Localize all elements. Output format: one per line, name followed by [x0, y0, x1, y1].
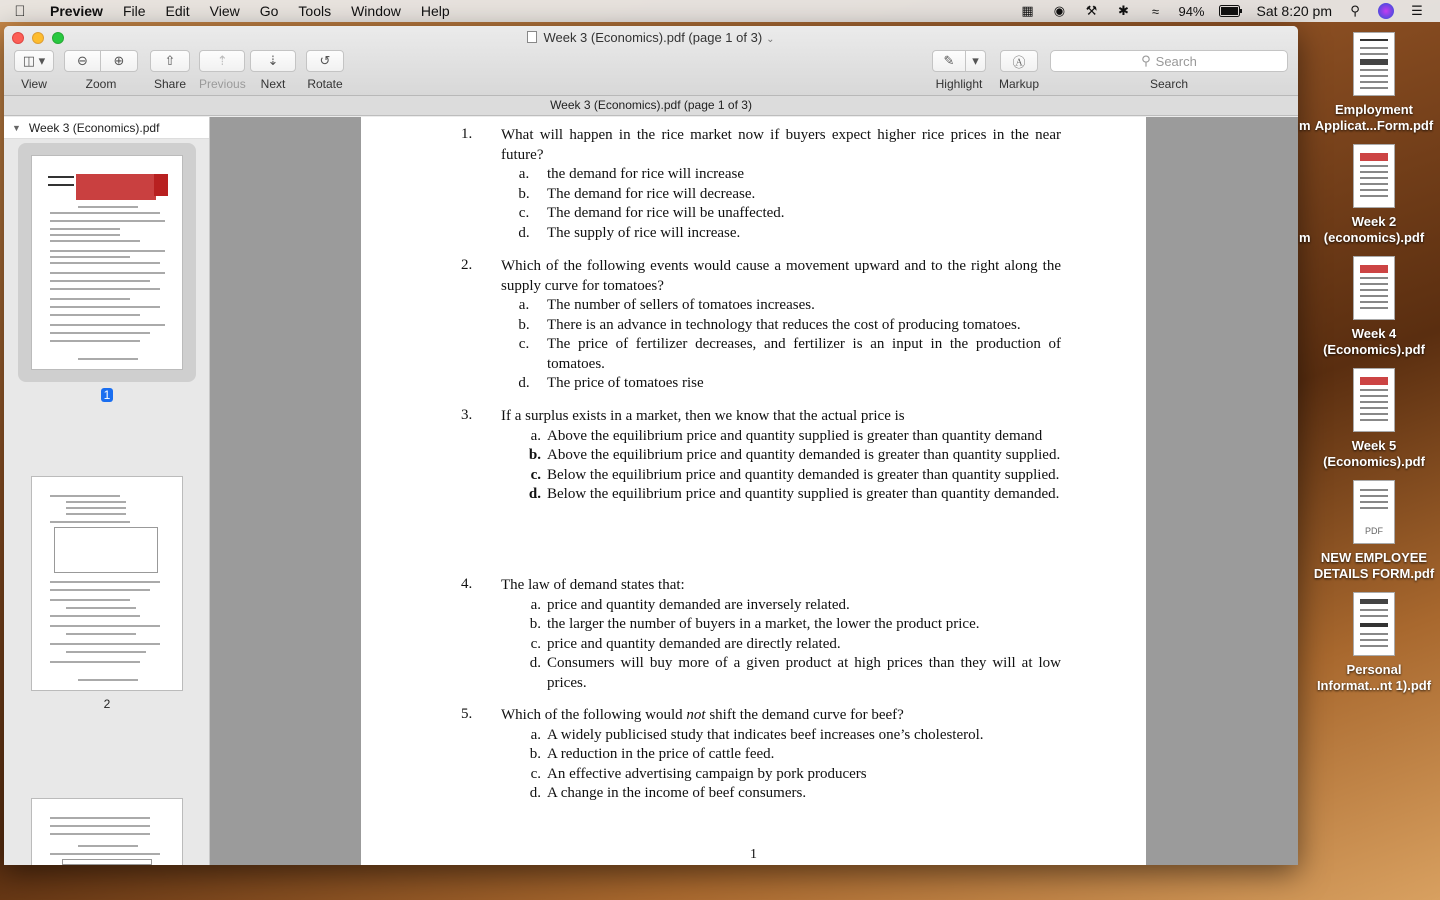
previous-label: Previous [199, 77, 246, 91]
zoom-control[interactable] [64, 50, 138, 91]
title-bar [4, 26, 1298, 96]
desktop-file-label-line1: Week 4 [1351, 326, 1397, 341]
menu-help[interactable]: Help [420, 3, 450, 19]
window-title-text: Week 3 (Economics).pdf (page 1 of 3) [543, 30, 763, 45]
desktop-file-label-line2: Applicat...Form.pdf [1314, 118, 1434, 133]
option: d. The price of tomatoes rise [518, 375, 704, 391]
sidebar-document-header[interactable] [4, 117, 209, 139]
desktop-file-new-employee-details[interactable] [1310, 480, 1438, 582]
question-5: 5. Which of the following would not shift the demand curve for beef? a. A widely publicised study that indicates beef increases one’s cholesterol. b. A reduction in the price of cattle feed. c. An effective advertising campaign by pork producers d. A change in the income of beef consumers. [461, 706, 1061, 804]
highlight-pen-icon[interactable]: ✎ [932, 50, 966, 72]
option: a. The number of sellers of tomatoes increases. [518, 297, 815, 313]
menu-file[interactable]: File [122, 3, 146, 19]
option: c. Below the equilibrium price and quantity demanded is greater than quantity supplied. [530, 466, 1060, 483]
option: b. The demand for rice will decrease. [518, 185, 756, 202]
desktop-label-fragment: m [1299, 230, 1311, 245]
desktop-file-label-line1: NEW EMPLOYEE [1320, 550, 1428, 565]
highlight-control[interactable] [932, 50, 986, 91]
status-app-icon[interactable]: ▦ [1021, 3, 1034, 18]
next-label: Next [260, 77, 286, 91]
battery-icon[interactable] [1219, 3, 1243, 19]
thumbnail-page-2[interactable] [18, 476, 196, 711]
desktop-file-label-line2: (Economics).pdf [1323, 342, 1425, 357]
desktop-file-label-line2: DETAILS FORM.pdf [1313, 566, 1435, 581]
option: a. the demand for rice will increase [518, 166, 744, 182]
zoom-in-icon[interactable]: ⊕ [101, 50, 138, 72]
option: b. the larger the number of buyers in a market, the lower the product price. [529, 616, 980, 632]
pdf-document-icon [1353, 480, 1395, 544]
clock[interactable]: Sat 8:20 pm [1256, 3, 1332, 19]
question-1: 1. What will happen in the rice market now if buyers expect higher rice prices in the near future? a. the demand for rice will increase b. The demand for rice will decrease. c. The demand for rice will be unaffected. d. The supply of rice will increase. [461, 126, 1061, 243]
page-1-number-badge: 1 [18, 388, 196, 402]
option: b. A reduction in the price of cattle feed. [529, 746, 775, 762]
page-3-thumbnail-image [31, 798, 183, 865]
previous-page-icon[interactable]: ⇡ [199, 50, 245, 72]
markup-label: Markup [999, 77, 1040, 91]
document-view[interactable] [210, 117, 1298, 865]
zoom-out-icon[interactable]: ⊖ [64, 50, 101, 72]
pdf-document-icon [1353, 368, 1395, 432]
share-button[interactable] [150, 50, 190, 91]
menu-bar [0, 0, 1440, 22]
notification-center-icon[interactable]: ☰ [1411, 3, 1423, 18]
page-footer-number: 1 [750, 847, 757, 862]
option: a. Above the equilibrium price and quantity supplied is greater than quantity demand [530, 427, 1043, 444]
question-2-stem: Which of the following events would cause a movement upward and to the right along the supply curve for tomatoes? [501, 258, 1061, 294]
option: a. price and quantity demanded are inversely related. [530, 596, 850, 613]
highlight-options-chevron-icon[interactable]: ▾ [966, 50, 986, 72]
question-4-stem: The law of demand states that: [501, 577, 685, 593]
option: b. Above the equilibrium price and quantity demanded is greater than quantity supplied. [528, 447, 1061, 463]
search-label: Search [1149, 77, 1189, 91]
pdf-document-icon [1353, 256, 1395, 320]
document-icon [527, 31, 537, 43]
menu-view[interactable]: View [209, 3, 240, 19]
desktop-file-label-line2: Informat...nt 1).pdf [1316, 678, 1432, 693]
view-label: View [21, 77, 47, 91]
option: b. There is an advance in technology that reduces the cost of producing tomatoes. [518, 316, 1021, 333]
airplay-icon[interactable]: ◉ [1053, 3, 1066, 18]
sidebar-view-icon[interactable]: ◫ ▾ [14, 50, 54, 72]
desktop-file-label-line2: (Economics).pdf [1323, 454, 1425, 469]
previous-button[interactable] [199, 50, 246, 91]
desktop-file-label-line1: Week 2 [1351, 214, 1397, 229]
wifi-icon[interactable]: ≈ [1151, 3, 1160, 19]
desktop-file-label-line1: Week 5 [1351, 438, 1397, 453]
desktop-file-week-5[interactable] [1310, 368, 1438, 470]
rotate-label: Rotate [307, 77, 343, 91]
desktop-file-personal-information[interactable] [1310, 592, 1438, 694]
zoom-label: Zoom [85, 77, 117, 91]
question-2: 2. Which of the following events would cause a movement upward and to the right along the supply curve for tomatoes? a. The number of sellers of tomatoes increases. b. There is an advance in technology that reduces the cost of producing tomatoes. c. The price of fertilizer decreases, and fertilizer is an input in the production of tomatoes. d. The price of tomatoes rise [461, 257, 1061, 394]
option: a. A widely publicised study that indicates beef increases one’s cholesterol. [530, 726, 984, 743]
menu-app-name[interactable]: Preview [50, 3, 103, 19]
pdf-document-icon [1353, 32, 1395, 96]
spotlight-search-icon[interactable]: ⚲ [1350, 3, 1360, 18]
desktop-file-label-line1: Personal [1346, 662, 1402, 677]
desktop-file-week-2[interactable] [1310, 144, 1438, 246]
search-placeholder: Search [1155, 53, 1197, 69]
search-icon: ⚲ [1141, 53, 1151, 68]
share-label: Share [153, 77, 187, 91]
option: d. Below the equilibrium price and quantity supplied is greater than quantity demanded. [528, 486, 1060, 502]
question-3: 3. If a surplus exists in a market, then we know that the actual price is a. Above the equilibrium price and quantity supplied is greater than quantity demand b. Above the equilibrium price and quantity demanded is greater than quantity supplied. c. Below the equilibrium price and quantity demanded is greater than quantity supplied. d. Below the equilibrium price and quantity supplied is greater than quantity demanded. [461, 407, 1061, 505]
option: d. A change in the income of beef consumers. [529, 785, 807, 801]
next-button[interactable] [250, 50, 296, 91]
desktop-file-employment-application[interactable] [1310, 32, 1438, 134]
option: d. The supply of rice will increase. [518, 224, 741, 241]
rotate-icon[interactable]: ↺ [306, 50, 344, 72]
page-2-number: 2 [103, 697, 111, 711]
option: c. The demand for rice will be unaffected. [518, 205, 785, 221]
pdf-document-icon [1353, 592, 1395, 656]
pdf-badge: PDF [1365, 526, 1383, 536]
search-control[interactable] [1050, 50, 1288, 91]
window-title[interactable] [4, 30, 1298, 45]
question-1-stem: What will happen in the rice market now if buyers expect higher rice prices in the near future? [501, 127, 1061, 163]
view-button[interactable] [14, 50, 54, 91]
apple-menu-icon[interactable] [0, 3, 40, 20]
question-4: 4. The law of demand states that: a. price and quantity demanded are inversely related. b. the larger the number of buyers in a market, the lower the product price. c. price and quantity demanded are directly related. d. Consumers will buy more of a given product at high prices than they will at low prices. [461, 576, 1061, 693]
option: c. An effective advertising campaign by pork producers [530, 765, 867, 782]
question-5-stem: Which of the following would not shift the demand curve for beef? [501, 707, 904, 723]
page-2-thumbnail-image [31, 476, 183, 691]
menu-edit[interactable]: Edit [165, 3, 190, 19]
option: c. The price of fertilizer decreases, and fertilizer is an input in the production of tomatoes. [518, 336, 1061, 372]
desktop-file-label-line2: (economics).pdf [1323, 230, 1425, 245]
highlight-label: Highlight [935, 77, 983, 91]
pdf-document-icon [1353, 144, 1395, 208]
pdf-page-1 [361, 117, 1146, 865]
document-subtitle-bar: Week 3 (Economics).pdf (page 1 of 3) [4, 96, 1298, 116]
option: d. Consumers will buy more of a given product at high prices than they will at low prices. [529, 655, 1061, 691]
page-1-thumbnail-image [31, 155, 183, 370]
rotate-button[interactable] [306, 50, 344, 91]
thumbnail-page-1[interactable] [18, 143, 196, 402]
markup-icon[interactable]: Ⓐ [1000, 50, 1038, 72]
menu-go[interactable]: Go [259, 3, 279, 19]
siri-icon[interactable] [1378, 3, 1394, 19]
desktop-file-label-line1: Employment [1334, 102, 1413, 117]
chevron-down-icon[interactable]: ⌄ [766, 34, 775, 45]
desktop-file-week-4[interactable] [1310, 256, 1438, 358]
option: c. price and quantity demanded are directly related. [530, 635, 841, 652]
menu-tools[interactable]: Tools [298, 3, 332, 19]
bluetooth-icon[interactable]: ✱ [1118, 3, 1129, 18]
desktop-label-fragment: m [1299, 118, 1311, 133]
next-page-icon[interactable]: ⇣ [250, 50, 296, 72]
disclosure-triangle-icon[interactable]: ▼ [12, 122, 21, 133]
tool-icon[interactable]: ⚒ [1085, 3, 1098, 18]
sidebar-document-name: Week 3 (Economics).pdf [28, 120, 160, 135]
battery-percent: 94% [1178, 3, 1205, 19]
markup-button[interactable] [999, 50, 1039, 91]
share-icon[interactable]: ⇧ [150, 50, 190, 72]
thumbnail-page-3[interactable] [18, 798, 196, 865]
thumbnail-sidebar[interactable] [4, 117, 210, 865]
menu-window[interactable]: Window [351, 3, 401, 19]
question-3-stem: If a surplus exists in a market, then we know that the actual price is [501, 408, 905, 424]
search-input[interactable] [1050, 50, 1288, 72]
preview-window [4, 26, 1298, 865]
